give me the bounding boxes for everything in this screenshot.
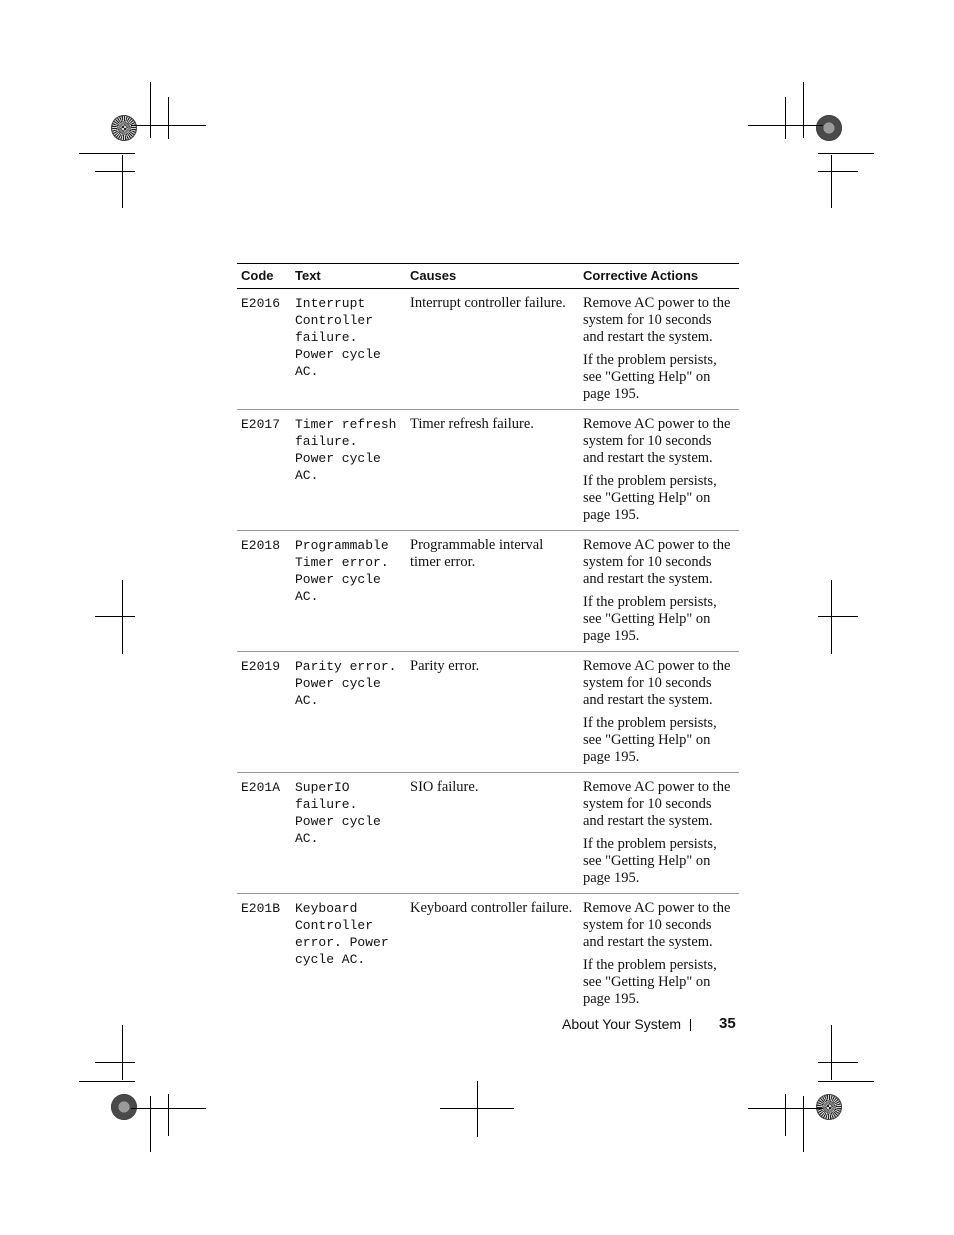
action-step: If the problem persists, see "Getting Help" on page 195. (583, 594, 717, 644)
cause-cell: SIO failure. (406, 773, 579, 894)
action-cell (579, 773, 739, 894)
crop-mark (150, 1096, 151, 1152)
crosshair-mark (477, 1081, 478, 1137)
crosshair-mark (122, 155, 123, 208)
cause-cell: Parity error. (406, 652, 579, 773)
code-cell: E201B (241, 901, 281, 916)
crop-mark (818, 153, 874, 154)
action-step: Remove AC power to the system for 10 seconds and restart the system. (583, 900, 731, 950)
cause-cell: Interrupt controller failure. (406, 289, 579, 410)
crosshair-mark (95, 616, 135, 617)
crosshair-mark (122, 1025, 123, 1080)
table-header-row (237, 264, 739, 289)
column-header-code: Code (237, 264, 291, 289)
text-cell: Keyboard Controller error. Power cycle AC. (295, 901, 389, 967)
table-row (237, 531, 739, 652)
crosshair-mark (168, 97, 169, 139)
code-cell: E201A (237, 773, 291, 894)
crosshair-mark (818, 1062, 858, 1063)
page-number: 35 (719, 1015, 736, 1032)
error-code-table (237, 263, 739, 1014)
action-step: Remove AC power to the system for 10 seconds and restart the system. (583, 658, 731, 708)
action-step: Remove AC power to the system for 10 seconds and restart the system. (583, 295, 731, 345)
crosshair-mark (831, 580, 832, 654)
crosshair-mark (818, 616, 858, 617)
action-cell (579, 531, 739, 652)
crosshair-mark (818, 171, 858, 172)
action-cell (579, 410, 739, 531)
cause-cell: Keyboard controller failure. (410, 900, 573, 916)
text-cell: SuperIO failure. Power cycle AC. (291, 773, 406, 894)
crosshair-mark (831, 1025, 832, 1080)
crosshair-mark (122, 580, 123, 654)
crosshair-mark (95, 171, 135, 172)
error-code-table-container (237, 263, 739, 1014)
action-step: If the problem persists, see "Getting Help" on page 195. (583, 473, 717, 523)
action-step: If the problem persists, see "Getting Help" on page 195. (583, 715, 717, 765)
page-footer (560, 1015, 738, 1035)
text-cell: Parity error. Power cycle AC. (291, 652, 406, 773)
footer-separator (690, 1019, 691, 1031)
crop-mark (818, 1081, 874, 1082)
action-step: Remove AC power to the system for 10 seconds and restart the system. (583, 537, 731, 587)
action-step: Remove AC power to the system for 10 seconds and restart the system. (583, 779, 731, 829)
crosshair-mark (168, 1094, 169, 1136)
code-cell: E2017 (237, 410, 291, 531)
column-header-text: Text (291, 264, 406, 289)
action-step: Remove AC power to the system for 10 seconds and restart the system. (583, 416, 731, 466)
column-header-corrective-actions: Corrective Actions (579, 264, 739, 289)
table-row (237, 894, 739, 1015)
registration-rosette-icon (111, 1094, 137, 1120)
crosshair-mark (95, 1062, 135, 1063)
action-cell (579, 289, 739, 410)
code-cell: E2018 (237, 531, 291, 652)
cause-cell: Programmable interval timer error. (406, 531, 579, 652)
crosshair-mark (785, 97, 786, 139)
table-row (237, 652, 739, 773)
action-cell (579, 894, 739, 1015)
cause-cell: Timer refresh failure. (406, 410, 579, 531)
crop-mark (79, 1081, 135, 1082)
code-cell: E2019 (237, 652, 291, 773)
crop-mark (150, 82, 151, 138)
footer-section-title: About Your System (562, 1016, 682, 1032)
text-cell: Timer refresh failure. Power cycle AC. (291, 410, 406, 531)
action-cell (579, 652, 739, 773)
action-step: If the problem persists, see "Getting Help" on page 195. (583, 352, 717, 402)
crop-mark (803, 1096, 804, 1152)
action-step: If the problem persists, see "Getting Help" on page 195. (583, 836, 717, 886)
table-row (237, 289, 739, 410)
text-cell: Interrupt Controller failure. Power cycle AC. (291, 289, 406, 410)
action-step: If the problem persists, see "Getting Help" on page 195. (583, 957, 717, 1007)
registration-rosette-icon (816, 1094, 842, 1120)
registration-rosette-icon (111, 115, 137, 141)
crosshair-mark (831, 155, 832, 208)
code-cell: E2016 (237, 289, 291, 410)
crosshair-mark (785, 1094, 786, 1136)
column-header-causes: Causes (406, 264, 579, 289)
table-row (237, 410, 739, 531)
crop-mark (79, 153, 135, 154)
crop-mark (803, 82, 804, 138)
text-cell: Programmable Timer error. Power cycle AC. (291, 531, 406, 652)
registration-rosette-icon (816, 115, 842, 141)
table-row (237, 773, 739, 894)
